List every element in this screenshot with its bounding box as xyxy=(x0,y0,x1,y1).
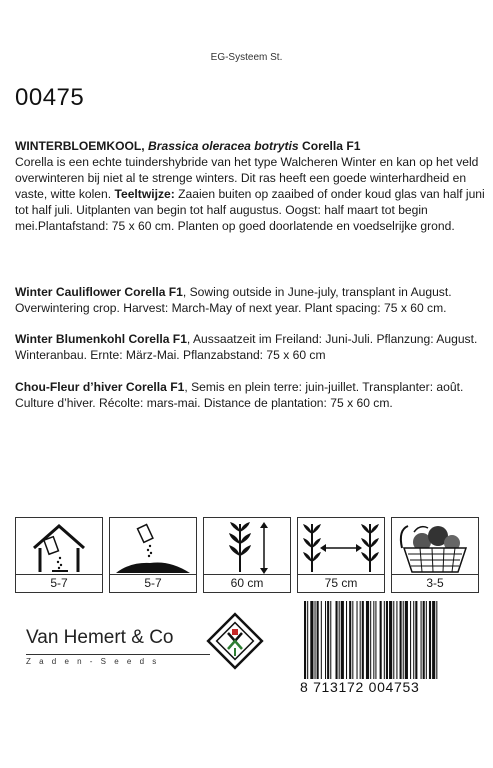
barcode-bar xyxy=(370,601,371,679)
barcode-bar xyxy=(423,601,425,679)
barcode-bar xyxy=(384,601,385,679)
barcode-bar xyxy=(362,601,364,679)
barcode-bar xyxy=(380,601,382,679)
barcode xyxy=(300,601,485,681)
barcode-bar xyxy=(307,601,308,679)
company-logo xyxy=(206,612,264,670)
barcode-bar xyxy=(366,601,369,679)
title-french: Chou-Fleur d’hiver Corella F1 xyxy=(15,380,185,394)
icon-value: 3-5 xyxy=(426,576,444,590)
barcode-bar xyxy=(304,601,306,679)
barcode-bar xyxy=(405,601,408,679)
barcode-bar xyxy=(310,601,313,679)
title-dutch: WINTERBLOEMKOOL, xyxy=(15,139,149,153)
harvest-basket-icon xyxy=(392,518,478,575)
body-german: , Aussaatzeit im Freiland: Juni-Juli. Pflanzung: August. Winteranbau. Ernte: März-Mai. Pflanzabstand: 75 x 60 cm xyxy=(15,332,478,362)
barcode-bar xyxy=(375,601,376,679)
barcode-bar xyxy=(389,601,392,679)
cultivation-icons xyxy=(15,517,480,593)
barcode-bar xyxy=(436,601,437,679)
certification-label: EG-Systeem St. xyxy=(210,52,283,63)
icon-cell-harvest xyxy=(391,517,479,593)
barcode-digits: 8 713172 004753 xyxy=(300,679,420,695)
barcode-bar xyxy=(315,601,316,679)
title-german: Winter Blumenkohl Corella F1 xyxy=(15,332,187,346)
icon-value: 5-7 xyxy=(50,576,68,590)
barcode-bar xyxy=(341,601,344,679)
barcode-bar xyxy=(429,601,431,679)
barcode-bar xyxy=(346,601,347,679)
icon-value: 5-7 xyxy=(144,576,162,590)
barcode-bar xyxy=(327,601,329,679)
icon-cell-spacing xyxy=(297,517,385,593)
brand-subtitle: Z a d e n - S e e d s xyxy=(26,657,160,666)
plant-spacing-icon xyxy=(298,518,384,575)
barcode-bar xyxy=(393,601,394,679)
description-dutch xyxy=(15,138,485,234)
barcode-bar xyxy=(339,601,340,679)
barcode-bar xyxy=(373,601,374,679)
barcode-bar xyxy=(415,601,417,679)
body-english: , Sowing outside in June-july, transplant in August. Overwintering crop. Harvest: March-May of next year. Plant spacing: 75 x 60 cm. xyxy=(15,285,452,315)
barcode-bar xyxy=(321,601,322,679)
icon-cell-greenhouse xyxy=(15,517,103,593)
description-french xyxy=(15,379,485,411)
icon-value: 75 cm xyxy=(324,576,358,590)
description-english xyxy=(15,284,485,316)
teeltwijze-label: Teeltwijze: xyxy=(114,187,175,201)
barcode-bar xyxy=(336,601,338,679)
brand-name: Van Hemert & Co xyxy=(26,627,174,648)
plant-height-icon xyxy=(204,518,290,575)
barcode-bar xyxy=(403,601,404,679)
barcode-bar xyxy=(410,601,411,679)
brand-block xyxy=(18,613,203,670)
body-french: , Semis en plein terre: juin-juillet. Transplanter: août. Culture d’hiver. Récolte: mars-mai. Distance de plantation: 75 x 60 cm. xyxy=(15,380,464,410)
greenhouse-sowing-icon xyxy=(16,518,102,575)
variety-name: Corella F1 xyxy=(298,139,361,153)
product-code: 00475 xyxy=(15,84,85,111)
outdoor-sowing-icon xyxy=(110,518,196,575)
barcode-bar xyxy=(357,601,358,679)
barcode-bar xyxy=(330,601,331,679)
barcode-bar xyxy=(432,601,435,679)
icon-value: 60 cm xyxy=(230,576,264,590)
title-english: Winter Cauliflower Corella F1 xyxy=(15,285,183,299)
barcode-bar xyxy=(413,601,414,679)
barcode-bar xyxy=(317,601,319,679)
barcode-bar xyxy=(349,601,351,679)
body-dutch-2: Zaaien buiten op zaaibed of onder koud glas van half juni tot half juli. Uitplanten van begin tot half augustus. Oogst: half maart tot begin mei.Plantafstand: 75 x 60 cm. Planten op goed doorlatende en voedselrijke grond. xyxy=(15,187,485,233)
description-german xyxy=(15,331,485,363)
barcode-bar xyxy=(396,601,397,679)
icon-cell-outdoor xyxy=(109,517,197,593)
barcode-bar xyxy=(400,601,402,679)
icon-cell-height xyxy=(203,517,291,593)
barcode-bar xyxy=(325,601,326,679)
body-dutch-1: Corella is een echte tuindershybride van het type Walcheren Winter en kan op het veld overwinteren bij niet al te strenge winters. Dit ras heeft een goede winterhardheid en vaste, witte kolen. xyxy=(15,155,479,201)
barcode-bar xyxy=(352,601,353,679)
barcode-bar xyxy=(360,601,361,679)
brand-divider xyxy=(26,654,210,655)
barcode-bar xyxy=(386,601,388,679)
barcode-bar xyxy=(421,601,422,679)
latin-name: Brassica oleracea botrytis xyxy=(148,139,299,153)
barcode-bar xyxy=(426,601,427,679)
